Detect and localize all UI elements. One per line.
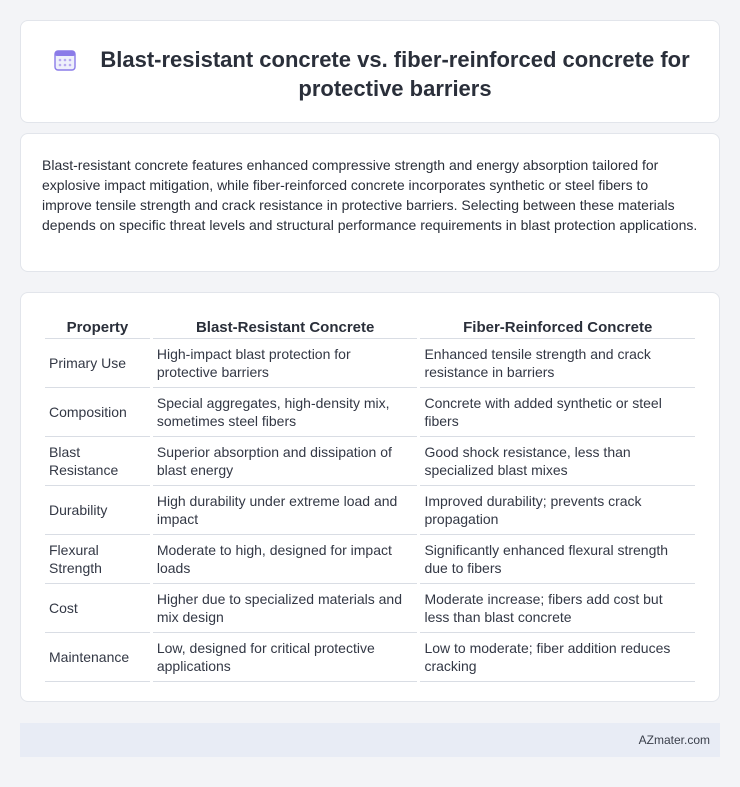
table-cell: Enhanced tensile strength and crack resistance in barriers xyxy=(420,339,695,388)
comparison-table-card xyxy=(20,292,720,702)
table-cell-property: Durability xyxy=(45,486,150,535)
table-cell-property: Blast Resistance xyxy=(45,437,150,486)
table-cell: Low to moderate; fiber addition reduces cracking xyxy=(420,633,695,682)
table-row xyxy=(45,437,695,486)
footer-bar xyxy=(20,723,720,757)
table-cell: Significantly enhanced flexural strength due to fibers xyxy=(420,535,695,584)
column-header: Blast-Resistant Concrete xyxy=(153,315,418,339)
table-row xyxy=(45,535,695,584)
table-cell: Special aggregates, high-density mix, sometimes steel fibers xyxy=(153,388,418,437)
column-header: Fiber-Reinforced Concrete xyxy=(420,315,695,339)
table-cell-property: Composition xyxy=(45,388,150,437)
table-row xyxy=(45,388,695,437)
table-cell: Good shock resistance, less than specialized blast mixes xyxy=(420,437,695,486)
summary-paragraph: Blast-resistant concrete features enhanced compressive strength and energy absorption tailored for explosive impact mitigation, while fiber-reinforced concrete incorporates synthetic or steel fibers to improve tensile strength and crack resistance in protective barriers. Selecting between these materials depends on specific threat levels and structural performance requirements in blast protection applications. xyxy=(42,157,698,233)
calendar-icon xyxy=(54,49,76,71)
comparison-table xyxy=(42,315,698,682)
table-row xyxy=(45,339,695,388)
table-cell: Concrete with added synthetic or steel fibers xyxy=(420,388,695,437)
table-row xyxy=(45,633,695,682)
table-cell: Improved durability; prevents crack propagation xyxy=(420,486,695,535)
page-title: Blast-resistant concrete vs. fiber-reinforced concrete for protective barriers xyxy=(100,47,690,101)
summary-card xyxy=(20,133,720,272)
table-cell-property: Maintenance xyxy=(45,633,150,682)
table-cell: Low, designed for critical protective applications xyxy=(153,633,418,682)
table-cell-property: Primary Use xyxy=(45,339,150,388)
table-cell: Higher due to specialized materials and mix design xyxy=(153,584,418,633)
table-cell-property: Cost xyxy=(45,584,150,633)
table-cell: Superior absorption and dissipation of blast energy xyxy=(153,437,418,486)
table-cell: Moderate increase; fibers add cost but less than blast concrete xyxy=(420,584,695,633)
table-cell-property: Flexural Strength xyxy=(45,535,150,584)
table-cell: High-impact blast protection for protective barriers xyxy=(153,339,418,388)
table-row xyxy=(45,486,695,535)
column-header: Property xyxy=(45,315,150,339)
source-credit: AZmater.com xyxy=(638,733,710,747)
title-card xyxy=(20,20,720,123)
table-cell: High durability under extreme load and impact xyxy=(153,486,418,535)
table-cell: Moderate to high, designed for impact loads xyxy=(153,535,418,584)
table-header-row xyxy=(45,315,695,339)
table-row xyxy=(45,584,695,633)
